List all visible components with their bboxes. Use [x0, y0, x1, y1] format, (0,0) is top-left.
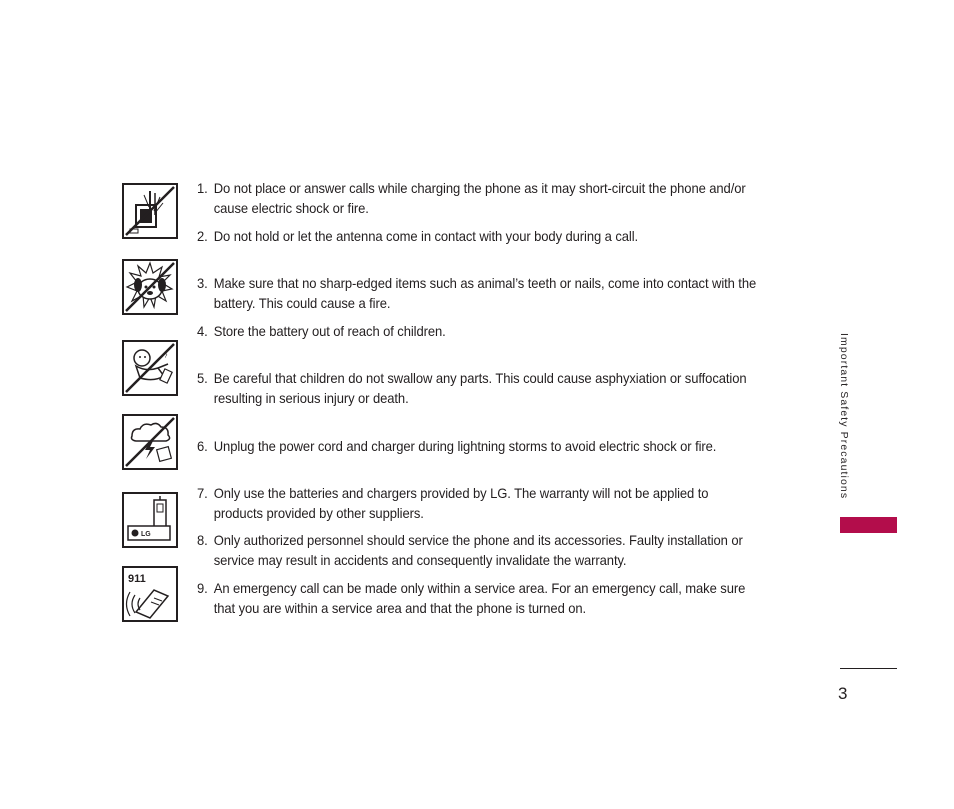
- item-text: An emergency call can be made only within a service area. For an emergency call, make sure that you are within a service area and that the phone is turned on.: [213, 580, 746, 616]
- item-number: 6.: [197, 438, 208, 454]
- section-side-label: Important Safety Precautions: [838, 333, 850, 500]
- item-number: 4.: [197, 323, 208, 339]
- no-pet-bite-battery-icon: [122, 259, 178, 315]
- item-number: 1.: [197, 180, 208, 196]
- emergency-call-911-icon: [122, 566, 178, 622]
- item-number: 9.: [197, 580, 208, 596]
- item-text: Be careful that children do not swallow any parts. This could cause asphyxiation or suffocation resulting in serious injury or death.: [213, 370, 747, 406]
- item-text: Only use the batteries and chargers provided by LG. The warranty will not be applied to products provided by other suppliers.: [213, 485, 709, 521]
- no-child-battery-icon: [122, 340, 178, 396]
- page-number: 3: [838, 684, 848, 703]
- page-number-rule: [840, 668, 897, 669]
- safety-item: [197, 178, 761, 218]
- item-text: Unplug the power cord and charger during lightning storms to avoid electric shock or fire.: [213, 438, 717, 454]
- svg-text:?: ?: [164, 354, 168, 360]
- item-number: 8.: [197, 532, 208, 548]
- item-number: 3.: [197, 275, 208, 291]
- safety-item: [197, 226, 761, 246]
- emergency-911-text: 911: [128, 573, 146, 585]
- no-lightning-charging-icon: [122, 414, 178, 470]
- section-tab-marker: [840, 517, 897, 533]
- safety-item: [197, 321, 761, 341]
- item-text: Only authorized personnel should service the phone and its accessories. Faulty installation or service may result in accidents and consequently invalidate the warranty.: [213, 532, 743, 568]
- safety-item: [197, 273, 761, 313]
- item-number: 2.: [197, 228, 208, 244]
- item-text: Make sure that no sharp-edged items such as animal’s teeth or nails, come into contact with the battery. This could cause a fire.: [213, 275, 757, 311]
- item-text: Do not place or answer calls while charging the phone as it may short-circuit the phone and/or cause electric shock or fire.: [213, 180, 746, 216]
- item-text: Do not hold or let the antenna come in contact with your body during a call.: [213, 228, 639, 244]
- safety-item: [197, 436, 761, 456]
- item-text: Store the battery out of reach of children.: [213, 323, 446, 339]
- safety-item: [197, 578, 761, 618]
- no-charging-call-icon: [122, 183, 178, 239]
- item-number: 5.: [197, 370, 208, 386]
- lg-battery-charger-icon: [122, 492, 178, 548]
- safety-item: [197, 368, 761, 408]
- item-number: 7.: [197, 485, 208, 501]
- lg-logo-text: LG: [141, 531, 151, 538]
- safety-item: [197, 530, 761, 570]
- safety-item: [197, 483, 761, 523]
